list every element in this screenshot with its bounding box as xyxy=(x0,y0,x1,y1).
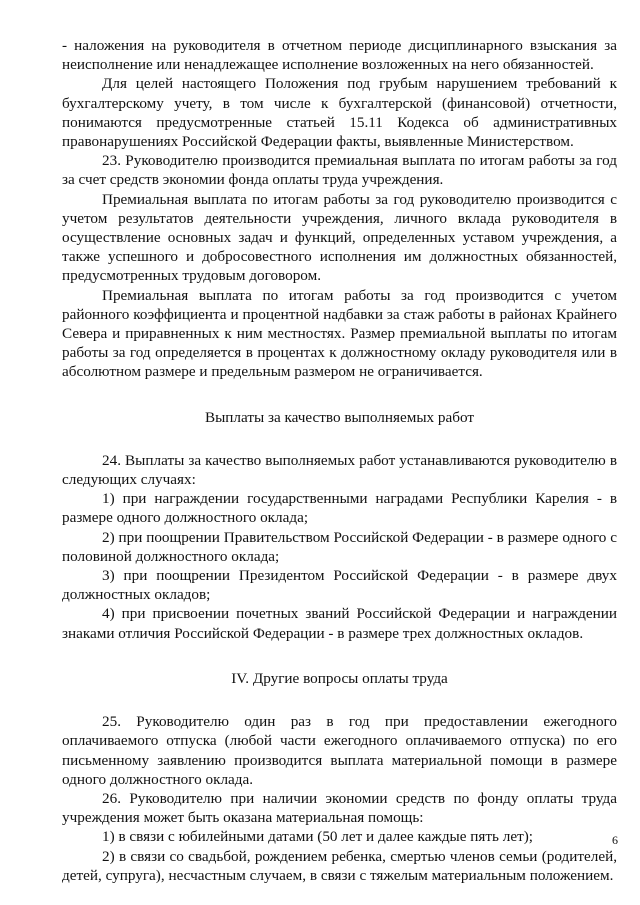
paragraph-annual-bonus: Премиальная выплата по итогам работы за год руководителю производится с учетом результатов деятельности учреждения, личного вклада руководителя в осуществление основных задач и функций, определенных уставом учреждения, а также успешного и добросовестного исполнения им должностных обязанностей, предусмотренных трудовым договором. xyxy=(62,190,617,285)
section-heading-other: IV. Другие вопросы оплаты труда xyxy=(231,669,448,687)
paragraph-gross-violation: Для целей настоящего Положения под грубым нарушением требований к бухгалтерскому учету, в том числе к бухгалтерской (финансовой) отчетности, понимаются предусмотренные статьей 15.11 Кодекса об административных правонарушениях Российской Федерации факты, выявленные Министерством. xyxy=(62,75,617,151)
paragraph-25: 25. Руководителю один раз в год при предоставлении ежегодного оплачиваемого отпуска (любой части ежегодного оплачиваемого отпуска) по его письменному заявлению производится выплата материальной помощи в размере одного должностного оклада. xyxy=(62,713,617,788)
list-item-quality-1: 1) при награждении государственными наградами Республики Карелия - в размере одного должностного оклада; xyxy=(62,490,617,527)
paragraph-bonus-calculation: Премиальная выплата по итогам работы за год производится с учетом районного коэффициента и процентной надбавки за стаж работы в районах Крайнего Севера и приравненных к ним местностях. Размер премиальной выплаты по итогам работы за год определяется в процентах к должностному окладу руководителя или в абсолютном размере и предельным размером не ограничивается. xyxy=(62,286,617,381)
list-item-aid-1: 1) в связи с юбилейными датами (50 лет и далее каждые пять лет); xyxy=(102,828,534,846)
paragraph-26: 26. Руководителю при наличии экономии средств по фонду оплаты труда учреждения может быть оказана материальная помощь: xyxy=(62,789,617,827)
list-item-quality-3: 3) при поощрении Президентом Российской Федерации - в размере двух должностных окладов; xyxy=(62,567,617,604)
page-number: 6 xyxy=(612,833,618,847)
list-item-quality-2: 2) при поощрении Правительством Российской Федерации - в размере одного с половиной должностного оклада; xyxy=(62,528,617,565)
document-page xyxy=(62,36,617,885)
paragraph-24: 24. Выплаты за качество выполняемых работ устанавливаются руководителю в следующих случаях: xyxy=(62,451,617,489)
section-heading-quality: Выплаты за качество выполняемых работ xyxy=(204,408,475,426)
paragraph-disciplinary: - наложения на руководителя в отчетном периоде дисциплинарного взыскания за неисполнение или ненадлежащее исполнение возложенных на него обязанностей. xyxy=(62,37,617,74)
list-item-quality-4: 4) при присвоении почетных званий Российской Федерации и награждении знаками отличия Российской Федерации - в размере трех должностных окладов. xyxy=(62,605,617,642)
list-item-aid-2: 2) в связи со свадьбой, рождением ребенка, смертью членов семьи (родителей, детей, супруга), несчастным случаем, в связи с тяжелым материальным положением. xyxy=(62,847,617,884)
paragraph-23: 23. Руководителю производится премиальная выплата по итогам работы за год за счет средств экономии фонда оплаты труда учреждения. xyxy=(62,152,617,189)
